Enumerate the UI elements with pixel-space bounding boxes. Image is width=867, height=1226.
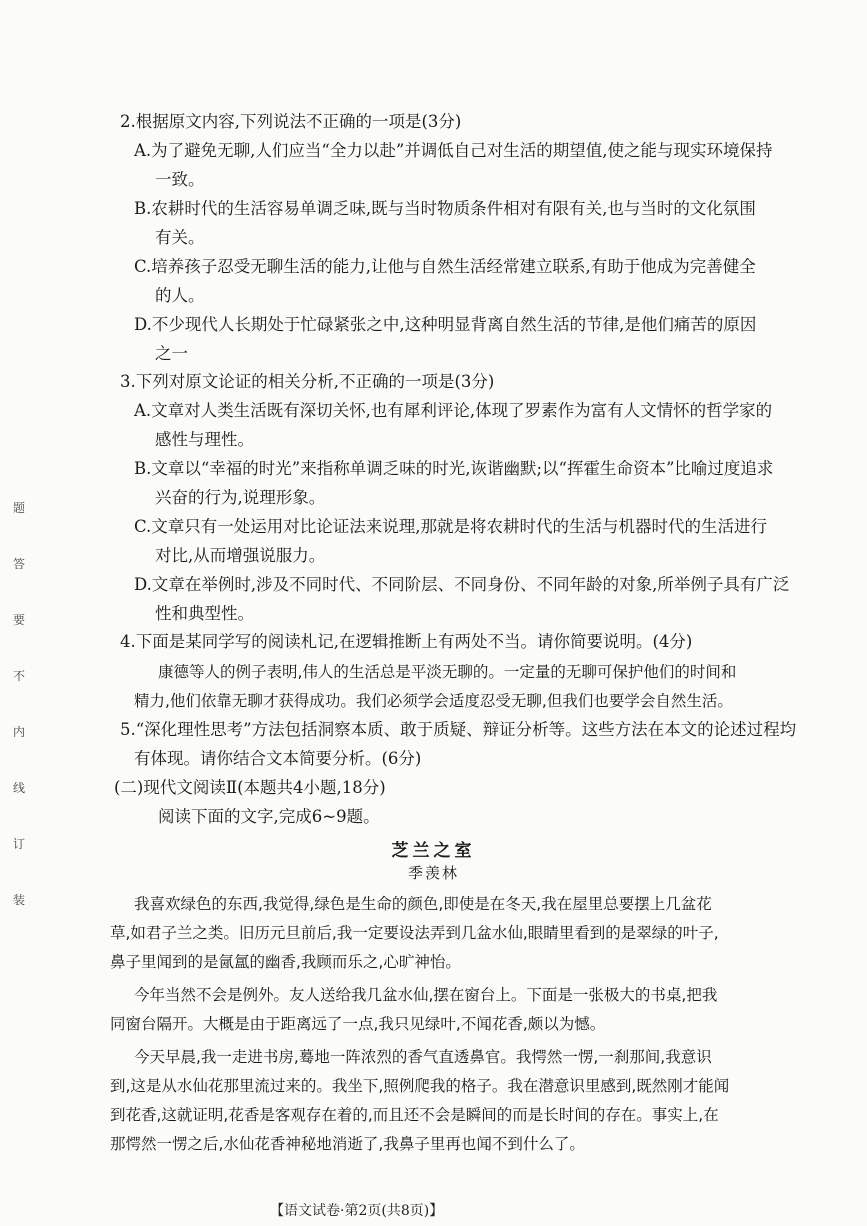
question-2-stem: 2.根据原文内容,下列说法不正确的一项是(3分) <box>120 112 462 131</box>
binding-char: 装 <box>12 893 25 907</box>
section-heading: (二)现代文阅读Ⅱ(本题共4小题,18分) <box>114 778 386 797</box>
question-5-cont: 有体现。请你结合文本简要分析。(6分) <box>134 749 422 768</box>
binding-char: 答 <box>12 557 25 571</box>
q2-option-a: A.为了避免无聊,人们应当“全力以赴”并调低自己对生活的期望值,使之能与现实环境保持 <box>134 141 773 160</box>
essay-paragraph-1: 我喜欢绿色的东西,我觉得,绿色是生命的颜色,即使是在冬天,我在屋里总要摆上几盆花 <box>134 895 712 913</box>
q3-option-a-cont: 感性与理性。 <box>155 430 254 449</box>
q2-option-b-cont: 有关。 <box>155 228 205 247</box>
q2-option-d: D.不少现代人长期处于忙碌紧张之中,这种明显背离自然生活的节律,是他们痛苦的原因 <box>134 315 757 334</box>
essay-paragraph-3-cont: 到花香,这就证明,花香是客观存在着的,而且还不会是瞬间的而是长时间的存在。事实上,在 <box>110 1106 719 1124</box>
q3-option-c: C.文章只有一处运用对比论证法来说理,那就是将农耕时代的生活与机器时代的生活进行 <box>134 517 768 536</box>
q3-option-b: B.文章以“幸福的时光”来指称单调乏味的时光,诙谐幽默;以“挥霍生命资本”比喻过度追求 <box>134 459 774 478</box>
binding-char: 订 <box>12 837 25 851</box>
q2-option-c: C.培养孩子忍受无聊生活的能力,让他与自然生活经常建立联系,有助于他成为完善健全 <box>134 257 756 276</box>
essay-paragraph-3-cont: 到,这是从水仙花那里流过来的。我坐下,照例爬我的格子。我在潜意识里感到,既然刚才能闻 <box>110 1077 730 1095</box>
binding-char: 内 <box>12 725 25 739</box>
question-3-stem: 3.下列对原文论证的相关分析,不正确的一项是(3分) <box>120 372 495 391</box>
q3-option-c-cont: 对比,从而增强说服力。 <box>155 546 326 565</box>
binding-char: 题 <box>12 501 25 515</box>
page-footer: 【语文试卷·第2页(共8页)】 <box>270 1203 444 1219</box>
q3-option-b-cont: 兴奋的行为,说理形象。 <box>155 488 326 507</box>
essay-paragraph-3: 今天早晨,我一走进书房,蓦地一阵浓烈的香气直透鼻官。我愕然一愣,一刹那间,我意识 <box>134 1048 712 1066</box>
q3-option-d-cont: 性和典型性。 <box>155 604 254 623</box>
q2-option-d-cont: 之一 <box>155 344 188 363</box>
q2-option-a-cont: 一致。 <box>155 170 205 189</box>
essay-title: 芝兰之室 <box>391 841 476 861</box>
section-instruction: 阅读下面的文字,完成6~9题。 <box>158 807 380 826</box>
essay-paragraph-3-cont: 那愕然一愣之后,水仙花香神秘地消逝了,我鼻子里再也闻不到什么了。 <box>110 1135 585 1153</box>
q3-option-d: D.文章在举例时,涉及不同时代、不同阶层、不同身份、不同年龄的对象,所举例子具有广泛 <box>134 575 790 594</box>
essay-author: 季羡林 <box>407 864 459 882</box>
question-5-stem: 5.“深化理性思考”方法包括洞察本质、敢于质疑、辩证分析等。这些方法在本文的论述过程均 <box>120 720 797 739</box>
binding-char: 不 <box>12 669 25 683</box>
q4-note-line-1: 康德等人的例子表明,伟人的生活总是平淡无聊的。一定量的无聊可保护他们的时间和 <box>158 663 737 681</box>
q4-note-line-2: 精力,他们依靠无聊才获得成功。我们必须学会适度忍受无聊,但我们也要学会自然生活。 <box>134 692 733 710</box>
essay-paragraph-2-cont: 同窗台隔开。大概是由于距离远了一点,我只见绿叶,不闻花香,颇以为憾。 <box>110 1015 606 1033</box>
question-4-stem: 4.下面是某同学写的阅读札记,在逻辑推断上有两处不当。请你简要说明。(4分) <box>120 632 693 651</box>
essay-paragraph-1-cont: 鼻子里闻到的是氤氲的幽香,我顾而乐之,心旷神怡。 <box>110 953 461 971</box>
q2-option-b: B.农耕时代的生活容易单调乏味,既与当时物质条件相对有限有关,也与当时的文化氛围 <box>134 199 756 218</box>
q2-option-c-cont: 的人。 <box>155 286 205 305</box>
binding-char: 线 <box>12 781 25 795</box>
binding-char: 要 <box>12 613 25 627</box>
q3-option-a: A.文章对人类生活既有深切关怀,也有犀利评论,体现了罗素作为富有人文情怀的哲学家的 <box>134 401 773 420</box>
essay-paragraph-1-cont: 草,如君子兰之类。旧历元旦前后,我一定要设法弄到几盆水仙,眼睛里看到的是翠绿的叶子, <box>110 924 719 942</box>
essay-paragraph-2: 今年当然不会是例外。友人送给我几盆水仙,摆在窗台上。下面是一张极大的书桌,把我 <box>134 986 718 1004</box>
